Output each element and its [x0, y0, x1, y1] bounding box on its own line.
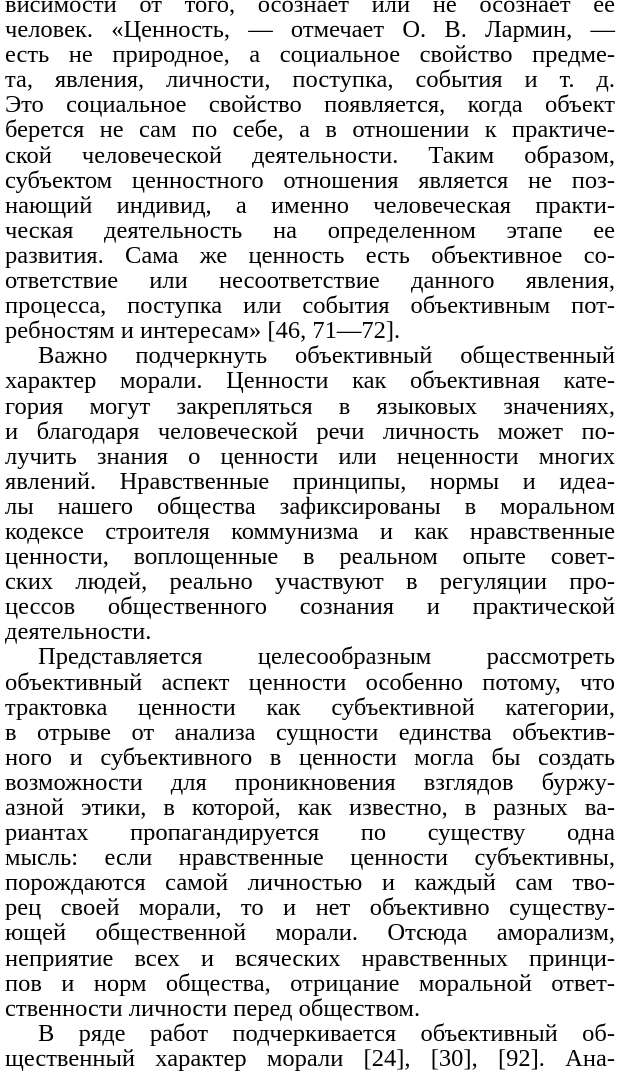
paragraph [5, 644, 615, 1020]
text-line: ственности личности перед обществом. [5, 994, 421, 1022]
text-line: процесса, поступка или события объективным пот- [5, 292, 615, 320]
text-line: развития. Сама же ценность есть объективное со- [5, 241, 615, 269]
text-line: кодексе строителя коммунизма и как нравственные [5, 517, 615, 545]
text-line: висимости от того, осознает или не осознает ее [5, 0, 615, 18]
text-line: ного и субъективного в ценности могла бы создать [5, 743, 615, 771]
text-line: есть не природное, а социальное свойство предме- [5, 41, 615, 69]
text-line: мысль: если нравственные ценности субъективны, [5, 844, 615, 872]
text-line: ребностям и интересам» [46, 71—72]. [5, 317, 401, 345]
text-line: ских людей, реально участвуют в регуляции про- [5, 568, 615, 596]
text-line: азной этики, в которой, как известно, в разных ва- [5, 794, 615, 821]
text-line: нающий индивид, а именно человеческая практи- [5, 191, 615, 219]
text-line: возможности для проникновения взглядов буржу- [5, 768, 615, 796]
paragraph [5, 0, 615, 343]
text-line: ющей общественной морали. Отсюда аморализм, [5, 919, 615, 947]
text-line: пов и норм общества, отрицание моральной ответ- [5, 969, 615, 997]
text-line: порождаются самой личностью и каждый сам тво- [5, 869, 615, 897]
text-line: та, явления, личности, поступка, события и т. д. [5, 66, 615, 94]
text-line: ответствие или несоответствие данного явления, [5, 267, 615, 295]
paragraph [5, 343, 615, 644]
text-line: ценности, воплощенные в реальном опыте совет- [5, 543, 615, 571]
text-line: рец своей морали, то и нет объективно существу- [5, 894, 615, 922]
text-line: Представляется целесообразным рассмотреть [38, 643, 615, 671]
text-line: берется не сам по себе, а в отношении к практиче- [5, 116, 615, 144]
text-line: человек. «Ценность, — отмечает О. В. Лармин, — [5, 16, 615, 44]
text-line: и благодаря человеческой речи личность может по- [5, 417, 615, 445]
text-line: лучить знания о ценности или неценности многих [5, 442, 615, 470]
text-line: ческая деятельность на определенном этапе ее [5, 216, 615, 244]
text-line: трактовка ценности как субъективной категории, [5, 693, 615, 721]
text-line: гория могут закрепляться в языковых значениях, [5, 392, 615, 420]
text-line: в отрыве от анализа сущности единства объектив- [5, 718, 615, 746]
text-line: объективный аспект ценности особенно потому, что [5, 668, 615, 696]
text-line: щественный характер морали [24], [30], [92]. Ана- [5, 1044, 615, 1072]
text-line: В ряде работ подчеркивается объективный об- [38, 1019, 615, 1047]
text-line: риантах пропагандируется по существу одна [5, 819, 615, 847]
text-line: Важно подчеркнуть объективный общественный [38, 342, 615, 370]
text-line: явлений. Нравственные принципы, нормы и идеа- [5, 467, 615, 495]
text-line: неприятие всех и всяческих нравственных принци- [5, 944, 615, 972]
text-line: Это социальное свойство появляется, когда объект [5, 91, 615, 119]
text-line: деятельности. [5, 618, 152, 646]
text-line: ской человеческой деятельности. Таким образом, [5, 141, 615, 169]
text-line: цессов общественного сознания и практической [5, 593, 615, 621]
text-line: лы нашего общества зафиксированы в моральном [5, 492, 615, 520]
text-line: субъектом ценностного отношения является не поз- [5, 166, 615, 194]
paragraph [5, 1021, 615, 1071]
text-line: характер морали. Ценности как объективная кате- [5, 367, 615, 395]
